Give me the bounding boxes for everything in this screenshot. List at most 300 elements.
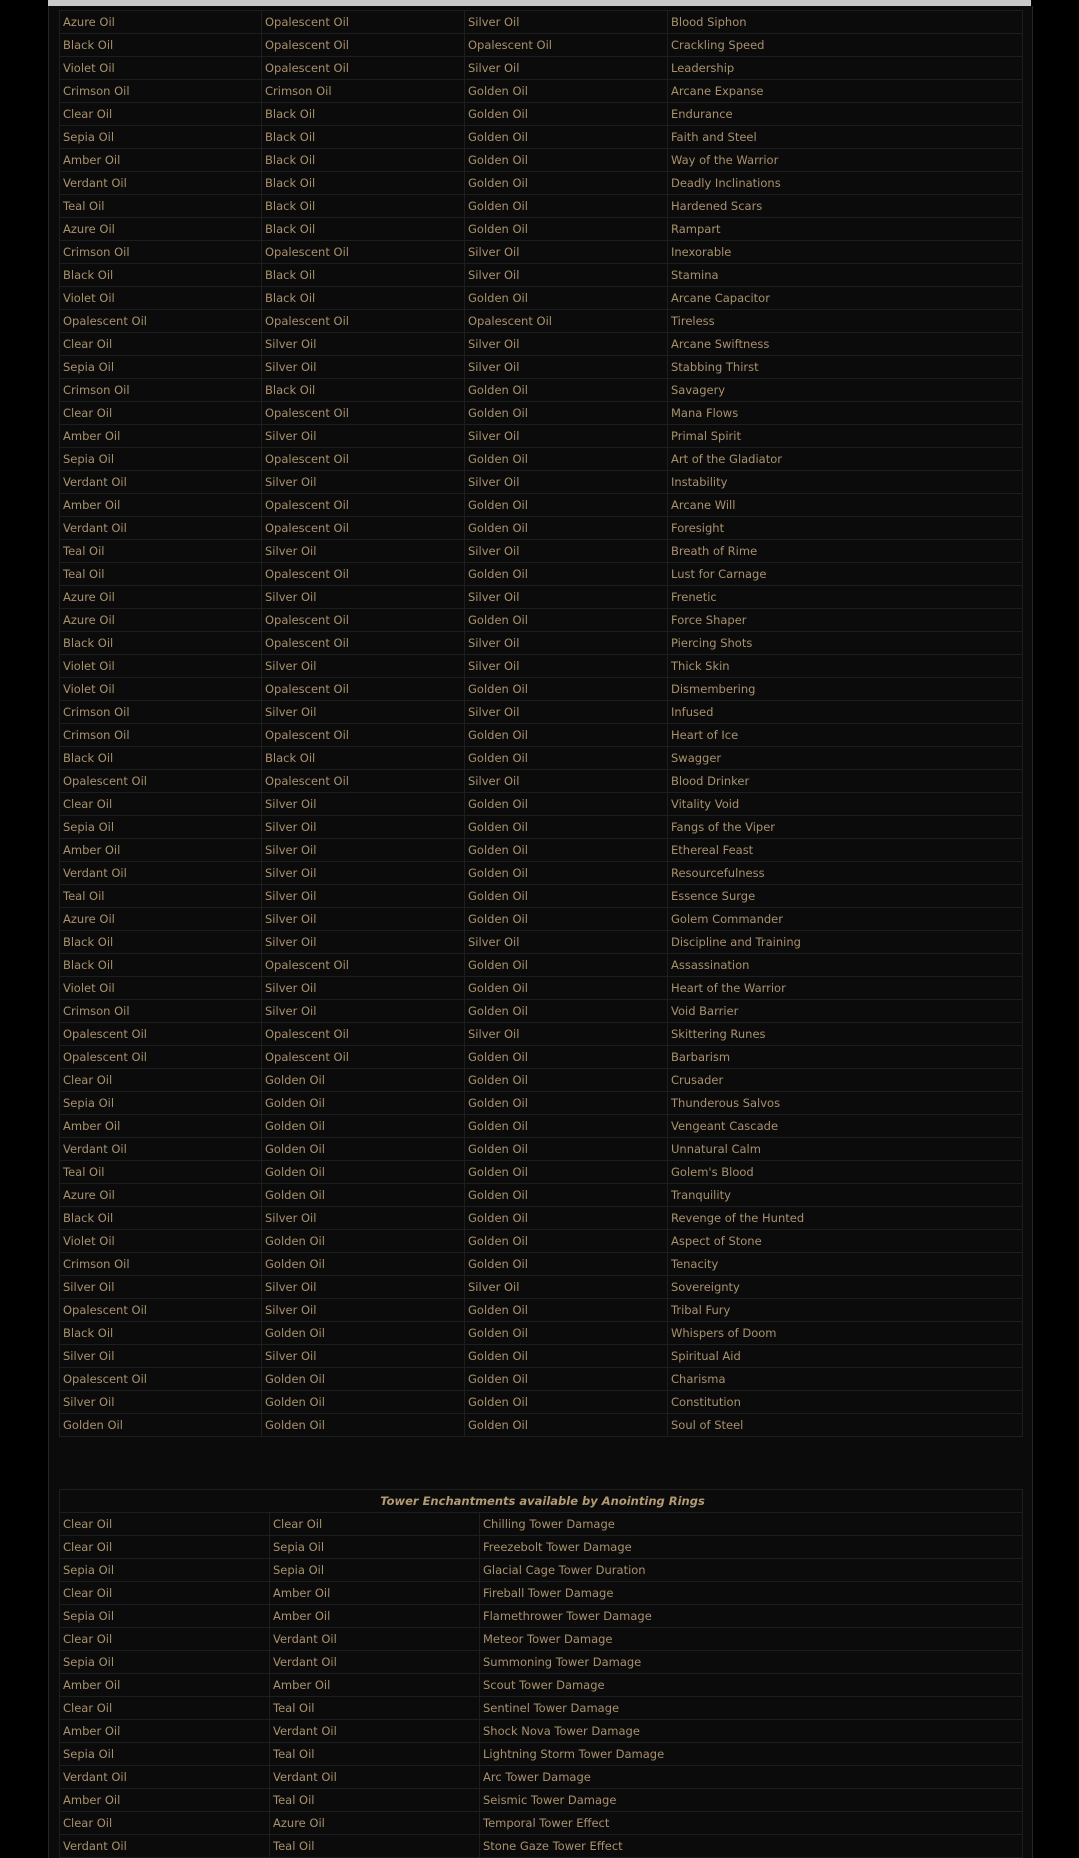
table-row <box>60 103 1023 126</box>
table-row <box>60 701 1023 724</box>
table-row <box>60 356 1023 379</box>
enchantment-cell: Endurance <box>668 103 1023 126</box>
oil-cell-2: Silver Oil <box>262 356 465 379</box>
table-row <box>60 540 1023 563</box>
enchantment-cell: Arcane Swiftness <box>668 333 1023 356</box>
table-row <box>60 770 1023 793</box>
oil-cell-2: Black Oil <box>262 287 465 310</box>
table-row <box>60 1046 1023 1069</box>
oil-cell-2: Silver Oil <box>262 862 465 885</box>
table-row <box>60 1115 1023 1138</box>
oil-cell-2: Black Oil <box>262 747 465 770</box>
enchantment-cell: Ethereal Feast <box>668 839 1023 862</box>
oil-cell-1: Azure Oil <box>60 908 262 931</box>
oil-cell-2: Opalescent Oil <box>262 632 465 655</box>
oil-cell-2: Silver Oil <box>262 793 465 816</box>
table-row <box>60 1000 1023 1023</box>
oil-cell-1: Golden Oil <box>60 1414 262 1437</box>
oil-cell-2: Golden Oil <box>262 1138 465 1161</box>
table-row <box>60 1391 1023 1414</box>
oil-cell-1: Opalescent Oil <box>60 770 262 793</box>
oil-cell-1: Clear Oil <box>60 103 262 126</box>
oil-cell-2: Opalescent Oil <box>262 448 465 471</box>
oil-cell-3: Golden Oil <box>465 218 668 241</box>
oil-cell-3: Golden Oil <box>465 793 668 816</box>
enchantment-cell: Thick Skin <box>668 655 1023 678</box>
enchantment-cell: Tribal Fury <box>668 1299 1023 1322</box>
table-row <box>60 80 1023 103</box>
oil-cell-3: Silver Oil <box>465 770 668 793</box>
oil-cell-3: Golden Oil <box>465 1069 668 1092</box>
table-row <box>60 264 1023 287</box>
enchantment-cell: Arcane Capacitor <box>668 287 1023 310</box>
oil-cell-2: Golden Oil <box>262 1161 465 1184</box>
oil-cell-2: Opalescent Oil <box>262 241 465 264</box>
oil-cell-2: Black Oil <box>262 103 465 126</box>
enchantment-cell: Thunderous Salvos <box>668 1092 1023 1115</box>
oil-cell-1: Amber Oil <box>60 1720 270 1743</box>
oil-cell-3: Golden Oil <box>465 1299 668 1322</box>
table-row <box>60 655 1023 678</box>
oil-cell-1: Violet Oil <box>60 655 262 678</box>
tower-enchantment-cell: Sentinel Tower Damage <box>480 1697 1023 1720</box>
enchantment-cell: Art of the Gladiator <box>668 448 1023 471</box>
enchantment-cell: Skittering Runes <box>668 1023 1023 1046</box>
oil-cell-3: Silver Oil <box>465 632 668 655</box>
oil-cell-2: Silver Oil <box>262 1299 465 1322</box>
enchantment-cell: Crusader <box>668 1069 1023 1092</box>
oil-cell-1: Azure Oil <box>60 586 262 609</box>
oil-cell-2: Black Oil <box>262 218 465 241</box>
enchantment-cell: Blood Siphon <box>668 11 1023 34</box>
oil-cell-2: Silver Oil <box>262 471 465 494</box>
oil-cell-3: Golden Oil <box>465 1345 668 1368</box>
oil-cell-1: Verdant Oil <box>60 471 262 494</box>
oil-cell-2: Teal Oil <box>270 1835 480 1858</box>
oil-cell-2: Opalescent Oil <box>262 724 465 747</box>
enchantment-cell: Tenacity <box>668 1253 1023 1276</box>
oil-cell-1: Sepia Oil <box>60 1605 270 1628</box>
oil-cell-1: Teal Oil <box>60 540 262 563</box>
enchantment-cell: Faith and Steel <box>668 126 1023 149</box>
oil-cell-1: Clear Oil <box>60 1513 270 1536</box>
oil-cell-2: Sepia Oil <box>270 1559 480 1582</box>
enchantment-cell: Tireless <box>668 310 1023 333</box>
oil-cell-2: Golden Oil <box>262 1414 465 1437</box>
oil-cell-3: Silver Oil <box>465 1023 668 1046</box>
oil-cell-3: Golden Oil <box>465 379 668 402</box>
tower-enchantment-cell: Temporal Tower Effect <box>480 1812 1023 1835</box>
oil-cell-3: Golden Oil <box>465 563 668 586</box>
oil-cell-3: Golden Oil <box>465 1092 668 1115</box>
tower-enchantment-cell: Meteor Tower Damage <box>480 1628 1023 1651</box>
table-row <box>60 195 1023 218</box>
oil-cell-2: Silver Oil <box>262 586 465 609</box>
table-row <box>60 1069 1023 1092</box>
oil-cell-1: Azure Oil <box>60 218 262 241</box>
table-row <box>60 1812 1023 1835</box>
oil-cell-2: Black Oil <box>262 264 465 287</box>
oil-cell-2: Golden Oil <box>262 1391 465 1414</box>
enchantment-cell: Frenetic <box>668 586 1023 609</box>
oil-cell-2: Opalescent Oil <box>262 494 465 517</box>
oil-cell-1: Violet Oil <box>60 1230 262 1253</box>
table-row <box>60 632 1023 655</box>
oil-cell-2: Opalescent Oil <box>262 34 465 57</box>
oil-cell-2: Opalescent Oil <box>262 609 465 632</box>
oil-cell-1: Amber Oil <box>60 425 262 448</box>
enchantment-cell: Stabbing Thirst <box>668 356 1023 379</box>
oil-cell-1: Clear Oil <box>60 1536 270 1559</box>
oil-cell-3: Golden Oil <box>465 1368 668 1391</box>
oil-cell-2: Opalescent Oil <box>262 310 465 333</box>
oil-cell-2: Clear Oil <box>270 1513 480 1536</box>
tower-enchantment-cell: Freezebolt Tower Damage <box>480 1536 1023 1559</box>
enchantment-cell: Unnatural Calm <box>668 1138 1023 1161</box>
oil-cell-2: Teal Oil <box>270 1697 480 1720</box>
tower-enchantment-cell: Scout Tower Damage <box>480 1674 1023 1697</box>
enchantment-cell: Heart of the Warrior <box>668 977 1023 1000</box>
table-row <box>60 241 1023 264</box>
enchantment-cell: Aspect of Stone <box>668 1230 1023 1253</box>
oil-cell-3: Silver Oil <box>465 425 668 448</box>
table-row <box>60 1092 1023 1115</box>
oil-cell-1: Teal Oil <box>60 1161 262 1184</box>
table-row <box>60 1253 1023 1276</box>
oil-cell-3: Silver Oil <box>465 356 668 379</box>
oil-cell-3: Silver Oil <box>465 471 668 494</box>
oil-cell-3: Golden Oil <box>465 195 668 218</box>
oil-cell-1: Crimson Oil <box>60 701 262 724</box>
oil-cell-1: Azure Oil <box>60 11 262 34</box>
oil-cell-3: Golden Oil <box>465 172 668 195</box>
oil-cell-3: Golden Oil <box>465 1207 668 1230</box>
oil-cell-3: Silver Oil <box>465 701 668 724</box>
oil-cell-1: Clear Oil <box>60 1812 270 1835</box>
oil-cell-1: Silver Oil <box>60 1276 262 1299</box>
enchantment-cell: Leadership <box>668 57 1023 80</box>
enchantment-cell: Instability <box>668 471 1023 494</box>
oil-cell-1: Amber Oil <box>60 1674 270 1697</box>
oil-cell-1: Black Oil <box>60 747 262 770</box>
oil-cell-3: Golden Oil <box>465 1138 668 1161</box>
oil-cell-2: Silver Oil <box>262 425 465 448</box>
oil-cell-3: Golden Oil <box>465 1322 668 1345</box>
oil-cell-1: Teal Oil <box>60 563 262 586</box>
oil-cell-2: Black Oil <box>262 172 465 195</box>
oil-cell-2: Opalescent Oil <box>262 678 465 701</box>
oil-cell-3: Silver Oil <box>465 264 668 287</box>
oil-cell-1: Sepia Oil <box>60 356 262 379</box>
oil-cell-1: Silver Oil <box>60 1391 262 1414</box>
oil-cell-1: Opalescent Oil <box>60 310 262 333</box>
table-row <box>60 34 1023 57</box>
oil-cell-3: Golden Oil <box>465 977 668 1000</box>
oil-cell-2: Golden Oil <box>262 1115 465 1138</box>
enchantment-cell: Swagger <box>668 747 1023 770</box>
oil-cell-3: Opalescent Oil <box>465 34 668 57</box>
oil-cell-2: Silver Oil <box>262 333 465 356</box>
oil-cell-1: Amber Oil <box>60 1789 270 1812</box>
oil-cell-2: Azure Oil <box>270 1812 480 1835</box>
table-row <box>60 218 1023 241</box>
table-row <box>60 287 1023 310</box>
oil-cell-1: Clear Oil <box>60 1582 270 1605</box>
oil-cell-1: Black Oil <box>60 954 262 977</box>
tower-enchantment-cell: Seismic Tower Damage <box>480 1789 1023 1812</box>
enchantment-cell: Mana Flows <box>668 402 1023 425</box>
oil-cell-3: Golden Oil <box>465 1000 668 1023</box>
oil-cell-3: Golden Oil <box>465 1391 668 1414</box>
enchantment-cell: Void Barrier <box>668 1000 1023 1023</box>
table-row <box>60 1559 1023 1582</box>
oil-cell-2: Silver Oil <box>262 1207 465 1230</box>
table-row <box>60 1138 1023 1161</box>
oil-cell-1: Crimson Oil <box>60 1253 262 1276</box>
table-row <box>60 747 1023 770</box>
table-row <box>60 931 1023 954</box>
table-row <box>60 1230 1023 1253</box>
enchantment-cell: Deadly Inclinations <box>668 172 1023 195</box>
oil-cell-3: Golden Oil <box>465 1161 668 1184</box>
oil-cell-1: Teal Oil <box>60 885 262 908</box>
table-row <box>60 1720 1023 1743</box>
oil-cell-1: Opalescent Oil <box>60 1368 262 1391</box>
oil-cell-1: Clear Oil <box>60 333 262 356</box>
oil-cell-3: Golden Oil <box>465 149 668 172</box>
enchantment-cell: Resourcefulness <box>668 862 1023 885</box>
oil-cell-3: Golden Oil <box>465 1414 668 1437</box>
enchantment-cell: Assassination <box>668 954 1023 977</box>
oil-cell-3: Silver Oil <box>465 540 668 563</box>
oil-cell-1: Verdant Oil <box>60 172 262 195</box>
oil-cell-1: Opalescent Oil <box>60 1023 262 1046</box>
tower-enchantment-cell: Lightning Storm Tower Damage <box>480 1743 1023 1766</box>
oil-cell-2: Black Oil <box>262 149 465 172</box>
oil-cell-2: Sepia Oil <box>270 1536 480 1559</box>
amulet-enchantments-body <box>60 11 1023 1437</box>
enchantment-cell: Hardened Scars <box>668 195 1023 218</box>
oil-cell-1: Clear Oil <box>60 402 262 425</box>
oil-cell-3: Golden Oil <box>465 80 668 103</box>
table-row <box>60 126 1023 149</box>
oil-cell-1: Crimson Oil <box>60 1000 262 1023</box>
oil-cell-1: Sepia Oil <box>60 1651 270 1674</box>
table-row <box>60 1835 1023 1858</box>
oil-cell-3: Silver Oil <box>465 1276 668 1299</box>
oil-cell-2: Silver Oil <box>262 1276 465 1299</box>
table-row <box>60 1276 1023 1299</box>
oil-cell-1: Black Oil <box>60 34 262 57</box>
oil-cell-3: Golden Oil <box>465 448 668 471</box>
enchantment-cell: Piercing Shots <box>668 632 1023 655</box>
oil-cell-3: Golden Oil <box>465 287 668 310</box>
table-row <box>60 333 1023 356</box>
table-row <box>60 1161 1023 1184</box>
enchantment-cell: Inexorable <box>668 241 1023 264</box>
tower-enchantment-cell: Arc Tower Damage <box>480 1766 1023 1789</box>
oil-cell-2: Black Oil <box>262 126 465 149</box>
oil-cell-3: Golden Oil <box>465 517 668 540</box>
enchantment-cell: Stamina <box>668 264 1023 287</box>
oil-cell-1: Sepia Oil <box>60 1743 270 1766</box>
oil-cell-2: Silver Oil <box>262 1000 465 1023</box>
oil-cell-2: Opalescent Oil <box>262 57 465 80</box>
oil-cell-2: Silver Oil <box>262 839 465 862</box>
oil-cell-2: Teal Oil <box>270 1789 480 1812</box>
oil-cell-1: Clear Oil <box>60 1069 262 1092</box>
table-row <box>60 1789 1023 1812</box>
oil-cell-2: Silver Oil <box>262 816 465 839</box>
oil-cell-2: Golden Oil <box>262 1230 465 1253</box>
table-row <box>60 609 1023 632</box>
enchantment-cell: Vitality Void <box>668 793 1023 816</box>
oil-cell-3: Silver Oil <box>465 241 668 264</box>
oil-cell-1: Black Oil <box>60 1322 262 1345</box>
oil-cell-1: Black Oil <box>60 264 262 287</box>
oil-cell-3: Golden Oil <box>465 1115 668 1138</box>
oil-cell-2: Black Oil <box>262 379 465 402</box>
oil-cell-3: Silver Oil <box>465 931 668 954</box>
oil-cell-1: Amber Oil <box>60 839 262 862</box>
oil-cell-2: Opalescent Oil <box>262 402 465 425</box>
enchantment-cell: Golem's Blood <box>668 1161 1023 1184</box>
oil-cell-1: Sepia Oil <box>60 126 262 149</box>
oil-cell-1: Verdant Oil <box>60 862 262 885</box>
oil-cell-2: Black Oil <box>262 195 465 218</box>
oil-cell-1: Azure Oil <box>60 1184 262 1207</box>
table-row <box>60 1697 1023 1720</box>
oil-cell-2: Opalescent Oil <box>262 563 465 586</box>
oil-cell-2: Golden Oil <box>262 1184 465 1207</box>
table-row <box>60 448 1023 471</box>
table-row <box>60 402 1023 425</box>
oil-cell-1: Verdant Oil <box>60 517 262 540</box>
oil-cell-3: Golden Oil <box>465 678 668 701</box>
table-row <box>60 1299 1023 1322</box>
oil-cell-2: Opalescent Oil <box>262 954 465 977</box>
table-row <box>60 862 1023 885</box>
oil-cell-1: Violet Oil <box>60 287 262 310</box>
oil-cell-1: Clear Oil <box>60 793 262 816</box>
table-row <box>60 1605 1023 1628</box>
table-row <box>60 1345 1023 1368</box>
oil-cell-1: Verdant Oil <box>60 1766 270 1789</box>
oil-cell-1: Sepia Oil <box>60 1092 262 1115</box>
oil-cell-1: Clear Oil <box>60 1628 270 1651</box>
oil-cell-1: Clear Oil <box>60 1697 270 1720</box>
enchantment-cell: Charisma <box>668 1368 1023 1391</box>
tower-enchantment-cell: Glacial Cage Tower Duration <box>480 1559 1023 1582</box>
oil-cell-3: Golden Oil <box>465 839 668 862</box>
oil-cell-3: Golden Oil <box>465 862 668 885</box>
enchantment-cell: Fangs of the Viper <box>668 816 1023 839</box>
table-row <box>60 310 1023 333</box>
table-row <box>60 1628 1023 1651</box>
enchantment-cell: Whispers of Doom <box>668 1322 1023 1345</box>
oil-cell-2: Crimson Oil <box>262 80 465 103</box>
oil-cell-3: Silver Oil <box>465 586 668 609</box>
enchantment-cell: Rampart <box>668 218 1023 241</box>
table-row <box>60 563 1023 586</box>
oil-cell-1: Sepia Oil <box>60 448 262 471</box>
oil-cell-3: Golden Oil <box>465 816 668 839</box>
enchantment-cell: Blood Drinker <box>668 770 1023 793</box>
table-row <box>60 1766 1023 1789</box>
oil-cell-3: Golden Oil <box>465 724 668 747</box>
enchantment-cell: Golem Commander <box>668 908 1023 931</box>
table-row <box>60 1207 1023 1230</box>
oil-cell-3: Golden Oil <box>465 1253 668 1276</box>
oil-cell-2: Golden Oil <box>262 1069 465 1092</box>
enchantment-cell: Arcane Expanse <box>668 80 1023 103</box>
oil-cell-3: Golden Oil <box>465 1046 668 1069</box>
enchantment-cell: Infused <box>668 701 1023 724</box>
table-row <box>60 793 1023 816</box>
oil-cell-2: Amber Oil <box>270 1582 480 1605</box>
oil-cell-2: Silver Oil <box>262 885 465 908</box>
oil-cell-2: Opalescent Oil <box>262 517 465 540</box>
oil-cell-2: Opalescent Oil <box>262 1023 465 1046</box>
oil-cell-3: Silver Oil <box>465 333 668 356</box>
table-row <box>60 1651 1023 1674</box>
table-row <box>60 1513 1023 1536</box>
enchantment-cell: Crackling Speed <box>668 34 1023 57</box>
table-row <box>60 471 1023 494</box>
enchantment-cell: Spiritual Aid <box>668 1345 1023 1368</box>
tower-enchantments-body <box>60 1513 1023 1858</box>
enchantment-cell: Arcane Will <box>668 494 1023 517</box>
enchantment-cell: Sovereignty <box>668 1276 1023 1299</box>
table-row <box>60 1414 1023 1437</box>
oil-cell-1: Crimson Oil <box>60 241 262 264</box>
table-row <box>60 1184 1023 1207</box>
oil-cell-2: Opalescent Oil <box>262 1046 465 1069</box>
oil-cell-1: Amber Oil <box>60 1115 262 1138</box>
oil-cell-2: Silver Oil <box>262 540 465 563</box>
enchantment-cell: Constitution <box>668 1391 1023 1414</box>
tower-enchantment-cell: Chilling Tower Damage <box>480 1513 1023 1536</box>
oil-cell-3: Golden Oil <box>465 1184 668 1207</box>
oil-cell-2: Verdant Oil <box>270 1720 480 1743</box>
table-row <box>60 11 1023 34</box>
enchantment-cell: Essence Surge <box>668 885 1023 908</box>
enchantment-cell: Tranquility <box>668 1184 1023 1207</box>
oil-cell-1: Violet Oil <box>60 678 262 701</box>
table-row <box>60 494 1023 517</box>
enchantment-cell: Soul of Steel <box>668 1414 1023 1437</box>
oil-cell-3: Golden Oil <box>465 609 668 632</box>
oil-cell-2: Silver Oil <box>262 701 465 724</box>
oil-cell-2: Silver Oil <box>262 1345 465 1368</box>
oil-cell-1: Azure Oil <box>60 609 262 632</box>
oil-cell-3: Golden Oil <box>465 747 668 770</box>
table-row <box>60 1582 1023 1605</box>
oil-cell-3: Golden Oil <box>465 1230 668 1253</box>
oil-cell-2: Silver Oil <box>262 655 465 678</box>
oil-cell-1: Teal Oil <box>60 195 262 218</box>
oil-cell-2: Amber Oil <box>270 1674 480 1697</box>
oil-cell-1: Black Oil <box>60 632 262 655</box>
table-row <box>60 1743 1023 1766</box>
tower-table-title: Tower Enchantments available by Anointing Rings <box>60 1490 1023 1513</box>
oil-cell-1: Opalescent Oil <box>60 1046 262 1069</box>
table-row <box>60 1536 1023 1559</box>
tower-enchantment-cell: Shock Nova Tower Damage <box>480 1720 1023 1743</box>
enchantment-cell: Primal Spirit <box>668 425 1023 448</box>
table-row <box>60 172 1023 195</box>
oil-cell-1: Crimson Oil <box>60 724 262 747</box>
